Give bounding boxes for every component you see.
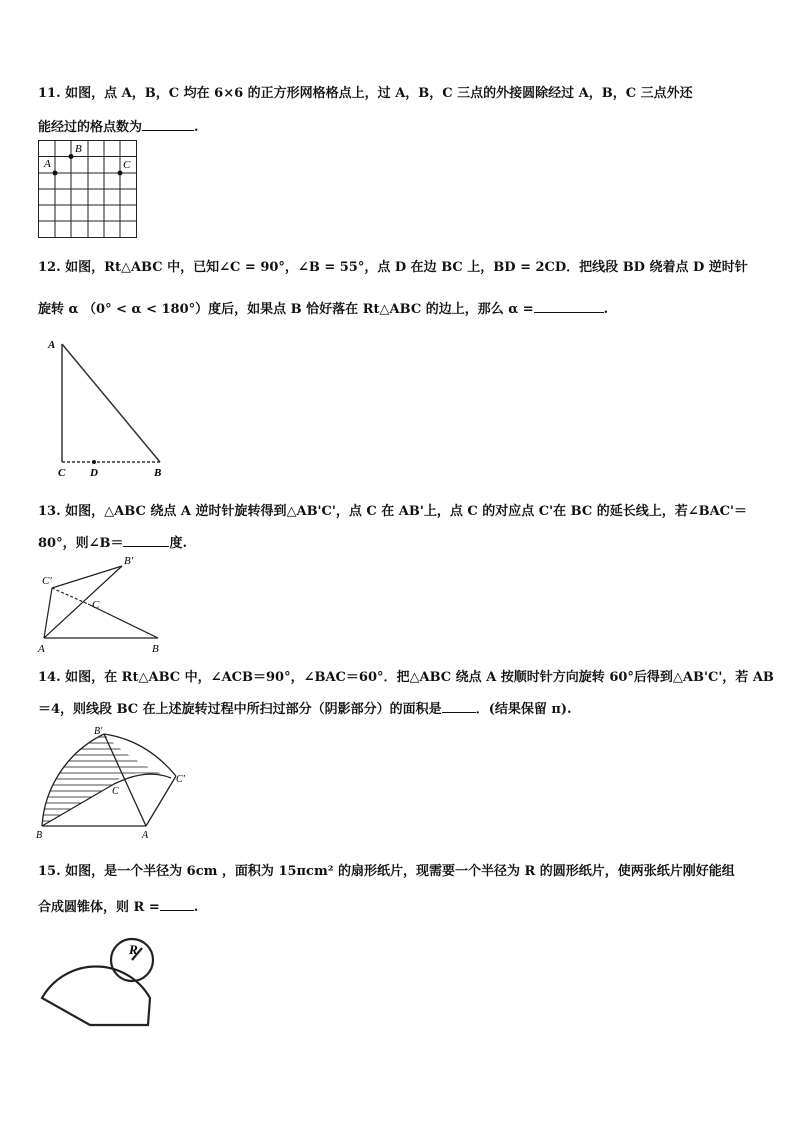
segment-c-prime-a [146, 776, 176, 826]
question-14-line2: ＝4，则线段 BC 在上述旋转过程中所扫过部分（阴影部分）的面积是 ．(结果保留 π). [38, 702, 572, 717]
point-b [69, 154, 74, 159]
sector-shape [42, 966, 150, 1025]
question-13-text2: 80°，则∠B＝ [38, 536, 124, 551]
label-c: C [92, 599, 100, 611]
question-13-line1: 13. 如图，△ABC 绕点 A 逆时针旋转得到△AB'C'，点 C 在 AB'上，点 C 的对应点 C'在 BC 的延长线上，若∠BAC'＝ [38, 504, 748, 519]
question-15-text2: 合成圆锥体，则 R = [38, 900, 160, 915]
rotation-figure [38, 552, 168, 654]
question-14-line1: 14. 如图，在 Rt△ABC 中，∠ACB＝90°，∠BAC＝60°．把△ABC 绕点 A 按顺时针方向旋转 60°后得到△AB'C'，若 AB [38, 670, 774, 685]
question-11-line2: 能经过的格点数为 . [38, 120, 199, 135]
label-a: A [38, 643, 45, 655]
answer-blank [142, 118, 194, 131]
label-r: R [129, 942, 138, 957]
label-b-prime: B' [94, 726, 103, 737]
question-11-line1: 11. 如图，点 A，B，C 均在 6×6 的正方形网格格点上，过 A，B，C 三点的外接圆除经过 A，B，C 三点外还 [38, 86, 693, 101]
question-15-text1: 如图，是一个半径为 6cm ，面积为 15πcm² 的扇形纸片，现需要一个半径为 R 的圆形纸片，使两张纸片刚好能组 [65, 864, 735, 879]
question-12-text1: 如图，Rt△ABC 中，已知∠C = 90°，∠B = 55°，点 D 在边 BC 上，BD = 2CD．把线段 BD 绕着点 D 逆时针 [65, 260, 748, 275]
label-b: B [75, 143, 82, 155]
answer-blank [534, 300, 604, 313]
label-b-prime: B' [124, 555, 134, 567]
right-triangle-figure [44, 336, 174, 481]
question-14-text1: 如图，在 Rt△ABC 中，∠ACB＝90°，∠BAC＝60°．把△ABC 绕点 A 按顺时针方向旋转 60°后得到△AB'C'，若 AB [65, 670, 774, 685]
label-b: B [152, 643, 159, 655]
question-12-text2: 旋转 α （0° < α < 180°）度后，如果点 B 恰好落在 Rt△ABC 的边上，那么 α = [38, 302, 534, 317]
question-15-line1: 15. 如图，是一个半径为 6cm ，面积为 15πcm² 的扇形纸片，现需要一个半径为 R 的圆形纸片，使两张纸片刚好能组 [38, 864, 735, 879]
shaded-rotation-figure [36, 722, 196, 840]
point-c [118, 171, 123, 176]
shaded-region [42, 734, 171, 826]
label-c-prime: C' [42, 575, 52, 587]
segment-ac-prime [44, 588, 52, 638]
question-15-line2: 合成圆锥体，则 R = . [38, 900, 199, 915]
label-b: B [154, 467, 162, 479]
label-a: A [48, 339, 56, 351]
label-c: C [123, 159, 131, 171]
label-a: A [142, 830, 149, 841]
sector-circle-figure [38, 932, 168, 1032]
side-ab [62, 344, 160, 462]
label-a: A [44, 158, 51, 170]
answer-blank [123, 534, 169, 547]
segment-c-prime-b-prime [52, 566, 122, 588]
label-b: B [36, 830, 43, 841]
question-13-line2: 80°，则∠B＝ 度. [38, 536, 188, 551]
question-14-text2: ＝4，则线段 BC 在上述旋转过程中所扫过部分（阴影部分）的面积是 [38, 702, 442, 717]
point-d [92, 460, 96, 464]
question-11-text2: 能经过的格点数为 [38, 120, 143, 135]
label-c-prime: C' [176, 774, 185, 785]
segment-ab-prime [44, 566, 122, 638]
question-11-text1: 如图，点 A，B，C 均在 6×6 的正方形网格格点上，过 A，B，C 三点的外接圆除经过 A，B，C 三点外还 [65, 86, 693, 101]
answer-blank [160, 898, 194, 911]
label-c: C [112, 786, 119, 797]
grid-figure [38, 140, 138, 240]
question-13-text1: 如图，△ABC 绕点 A 逆时针旋转得到△AB'C'，点 C 在 AB'上，点 C 的对应点 C'在 BC 的延长线上，若∠BAC'＝ [65, 504, 748, 519]
label-d: D [90, 467, 98, 479]
point-a [53, 171, 58, 176]
label-c: C [58, 467, 66, 479]
answer-blank [442, 700, 476, 713]
grid-lines [39, 141, 137, 238]
question-12-line2: 旋转 α （0° < α < 180°）度后，如果点 B 恰好落在 Rt△ABC 的边上，那么 α = . [38, 302, 609, 317]
question-12-line1: 12. 如图，Rt△ABC 中，已知∠C = 90°，∠B = 55°，点 D 在边 BC 上，BD = 2CD．把线段 BD 绕着点 D 逆时针 [38, 260, 748, 275]
